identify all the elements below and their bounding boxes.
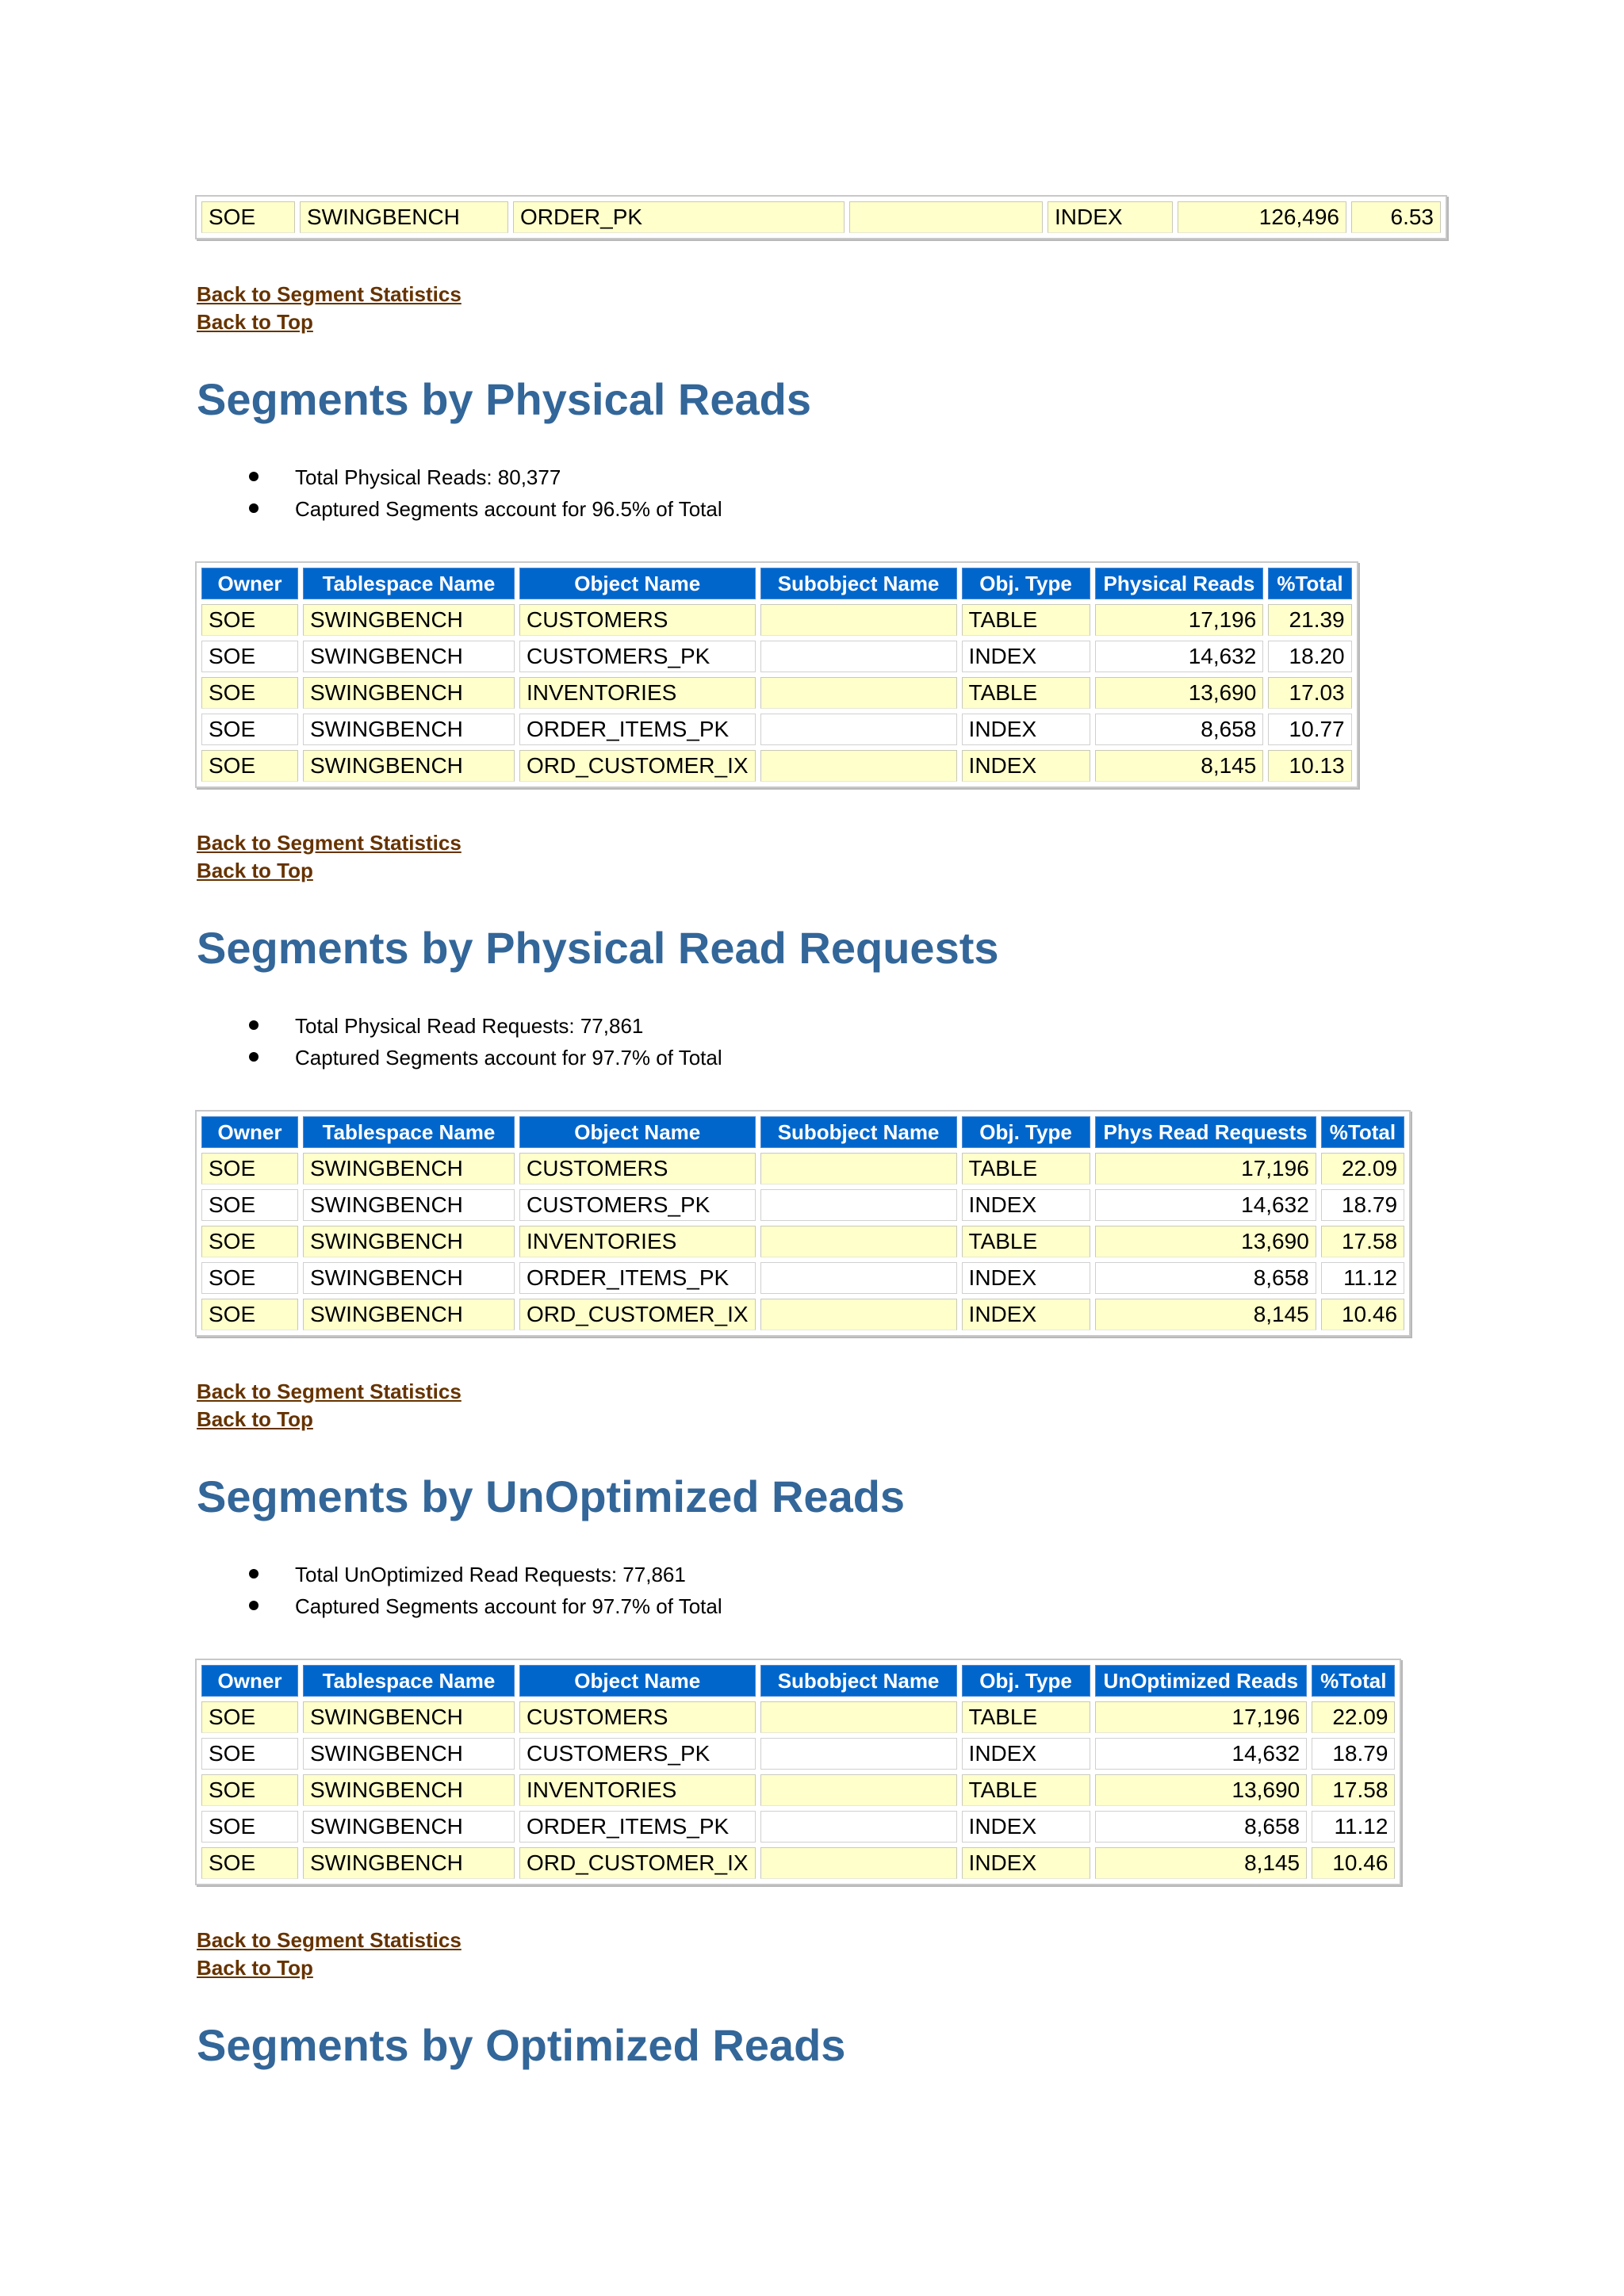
owner-cell: SOE: [201, 1189, 298, 1221]
value-cell: 126,496: [1178, 201, 1346, 233]
stat-item: [295, 1042, 1465, 1073]
column-header: Tablespace Name: [303, 568, 515, 599]
stat-text: Captured Segments account for 96.5% of Total: [295, 497, 722, 521]
subobject-cell: [760, 750, 957, 782]
owner-cell: SOE: [201, 1847, 298, 1879]
bullet-icon: [249, 1052, 259, 1062]
table-row: [201, 1226, 1404, 1257]
column-header: Tablespace Name: [303, 1116, 515, 1148]
section-stats: [197, 1559, 1465, 1622]
column-header: Owner: [201, 1116, 298, 1148]
section-heading: Segments by Physical Reads: [197, 374, 812, 424]
type-cell: TABLE: [962, 677, 1090, 709]
column-header: Obj. Type: [962, 1665, 1090, 1697]
table-row: [201, 604, 1352, 636]
column-header: %Total: [1321, 1116, 1404, 1148]
bullet-icon: [249, 1569, 259, 1578]
tablespace-cell: SWINGBENCH: [303, 714, 515, 745]
subobject-cell: [760, 1299, 957, 1330]
section-heading: Segments by Physical Read Requests: [197, 923, 999, 973]
column-header: Tablespace Name: [303, 1665, 515, 1697]
bullet-icon: [249, 503, 259, 513]
subobject-cell: [760, 641, 957, 672]
owner-cell: SOE: [201, 1811, 298, 1843]
pct-cell: 11.12: [1312, 1811, 1395, 1843]
section-heading: Segments by Optimized Reads: [197, 2020, 846, 2070]
section-stats: [197, 461, 1465, 525]
pct-cell: 10.46: [1312, 1847, 1395, 1879]
object-cell: INVENTORIES: [519, 677, 756, 709]
value-cell: 8,658: [1095, 1811, 1308, 1843]
owner-cell: SOE: [201, 1262, 298, 1294]
section-stats: [197, 1010, 1465, 1073]
object-cell: ORD_CUSTOMER_IX: [519, 1299, 756, 1330]
type-cell: INDEX: [962, 1738, 1090, 1770]
owner-cell: SOE: [201, 750, 298, 782]
pct-cell: 11.12: [1321, 1262, 1404, 1294]
type-cell: INDEX: [962, 750, 1090, 782]
tablespace-cell: SWINGBENCH: [300, 201, 508, 233]
table-row: [201, 201, 1441, 233]
pct-cell: 10.13: [1268, 750, 1351, 782]
table-row: [201, 750, 1352, 782]
owner-cell: SOE: [201, 1226, 298, 1257]
pct-cell: 18.79: [1312, 1738, 1395, 1770]
value-cell: 13,690: [1095, 1226, 1316, 1257]
table-row: [201, 1847, 1395, 1879]
object-cell: CUSTOMERS_PK: [519, 641, 756, 672]
back-to-top-link[interactable]: Back to Top: [197, 1956, 313, 1980]
type-cell: TABLE: [962, 604, 1090, 636]
type-cell: INDEX: [962, 1189, 1090, 1221]
type-cell: INDEX: [962, 1262, 1090, 1294]
pct-cell: 18.20: [1268, 641, 1351, 672]
object-cell: CUSTOMERS_PK: [519, 1738, 756, 1770]
subobject-cell: [760, 1226, 957, 1257]
object-cell: INVENTORIES: [519, 1226, 756, 1257]
tablespace-cell: SWINGBENCH: [303, 1738, 515, 1770]
tablespace-cell: SWINGBENCH: [303, 1299, 515, 1330]
table-row: [201, 641, 1352, 672]
column-header: Object Name: [519, 1665, 756, 1697]
table-row: [201, 714, 1352, 745]
column-header: Physical Reads: [1095, 568, 1264, 599]
table-row: [201, 1262, 1404, 1294]
previous-section-table: [195, 195, 1447, 239]
back-to-top-link[interactable]: Back to Top: [197, 859, 313, 882]
type-cell: INDEX: [1048, 201, 1173, 233]
column-header: Obj. Type: [962, 1116, 1090, 1148]
awr-report-page: [197, 0, 1465, 2077]
subobject-cell: [760, 1847, 957, 1879]
value-cell: 14,632: [1095, 1189, 1316, 1221]
section-heading: Segments by UnOptimized Reads: [197, 1471, 906, 1521]
pct-cell: 18.79: [1321, 1189, 1404, 1221]
value-cell: 17,196: [1095, 604, 1264, 636]
section-table-wrap: [197, 561, 1465, 788]
object-cell: CUSTOMERS: [519, 604, 756, 636]
owner-cell: SOE: [201, 201, 295, 233]
value-cell: 8,145: [1095, 1847, 1308, 1879]
object-cell: ORDER_ITEMS_PK: [519, 1811, 756, 1843]
column-header: Object Name: [519, 568, 756, 599]
tablespace-cell: SWINGBENCH: [303, 1153, 515, 1184]
nav-links: [197, 281, 1465, 336]
table-header-row: [201, 568, 1352, 599]
type-cell: TABLE: [962, 1774, 1090, 1806]
type-cell: INDEX: [962, 714, 1090, 745]
physical-reads-table: [195, 561, 1358, 788]
stat-text: Captured Segments account for 97.7% of Total: [295, 1594, 722, 1618]
stat-text: Captured Segments account for 97.7% of Total: [295, 1046, 722, 1070]
stat-item: [295, 1590, 1465, 1622]
owner-cell: SOE: [201, 677, 298, 709]
nav-links: [197, 1378, 1465, 1433]
tablespace-cell: SWINGBENCH: [303, 750, 515, 782]
value-cell: 8,145: [1095, 1299, 1316, 1330]
object-cell: ORDER_ITEMS_PK: [519, 714, 756, 745]
nav-links: [197, 829, 1465, 885]
subobject-cell: [760, 1811, 957, 1843]
value-cell: 8,658: [1095, 714, 1264, 745]
subobject-cell: [760, 1262, 957, 1294]
physical-read-requests-table: [195, 1110, 1411, 1337]
subobject-cell: [760, 1153, 957, 1184]
table-row: [201, 1189, 1404, 1221]
column-header: Obj. Type: [962, 568, 1090, 599]
subobject-cell: [760, 714, 957, 745]
stat-item: [295, 493, 1465, 525]
table-row: [201, 1153, 1404, 1184]
object-cell: ORD_CUSTOMER_IX: [519, 1847, 756, 1879]
pct-cell: 21.39: [1268, 604, 1351, 636]
pct-cell: 22.09: [1321, 1153, 1404, 1184]
value-cell: 17,196: [1095, 1153, 1316, 1184]
value-cell: 8,658: [1095, 1262, 1316, 1294]
owner-cell: SOE: [201, 1738, 298, 1770]
back-to-segment-statistics-link[interactable]: Back to Segment Statistics: [197, 1928, 462, 1952]
object-cell: INVENTORIES: [519, 1774, 756, 1806]
pct-cell: 17.58: [1312, 1774, 1395, 1806]
type-cell: TABLE: [962, 1226, 1090, 1257]
subobject-cell: [849, 201, 1043, 233]
back-to-top-link[interactable]: Back to Top: [197, 310, 313, 334]
back-to-top-link[interactable]: Back to Top: [197, 1407, 313, 1431]
object-cell: ORDER_ITEMS_PK: [519, 1262, 756, 1294]
unoptimized-reads-table: [195, 1659, 1401, 1885]
column-header: UnOptimized Reads: [1095, 1665, 1308, 1697]
table-row: [201, 1701, 1395, 1733]
subobject-cell: [760, 677, 957, 709]
value-cell: 13,690: [1095, 677, 1264, 709]
value-cell: 8,145: [1095, 750, 1264, 782]
stat-text: Total UnOptimized Read Requests: 77,861: [295, 1563, 686, 1586]
table-row: [201, 1811, 1395, 1843]
tablespace-cell: SWINGBENCH: [303, 1189, 515, 1221]
table-header-row: [201, 1116, 1404, 1148]
type-cell: INDEX: [962, 641, 1090, 672]
table-row: [201, 1299, 1404, 1330]
column-header: Phys Read Requests: [1095, 1116, 1316, 1148]
owner-cell: SOE: [201, 1701, 298, 1733]
subobject-cell: [760, 604, 957, 636]
subobject-cell: [760, 1774, 957, 1806]
column-header: %Total: [1312, 1665, 1395, 1697]
owner-cell: SOE: [201, 1774, 298, 1806]
back-to-segment-statistics-link[interactable]: Back to Segment Statistics: [197, 1380, 462, 1403]
value-cell: 17,196: [1095, 1701, 1308, 1733]
nav-links: [197, 1927, 1465, 1982]
type-cell: TABLE: [962, 1701, 1090, 1733]
stat-item: [295, 1559, 1465, 1590]
owner-cell: SOE: [201, 641, 298, 672]
back-to-segment-statistics-link[interactable]: Back to Segment Statistics: [197, 831, 462, 855]
section-table-wrap: [197, 1110, 1465, 1337]
bullet-icon: [249, 472, 259, 481]
tablespace-cell: SWINGBENCH: [303, 1226, 515, 1257]
tablespace-cell: SWINGBENCH: [303, 677, 515, 709]
stat-text: Total Physical Reads: 80,377: [295, 465, 561, 489]
column-header: Object Name: [519, 1116, 756, 1148]
tablespace-cell: SWINGBENCH: [303, 1262, 515, 1294]
pct-cell: 17.03: [1268, 677, 1351, 709]
pct-cell: 6.53: [1351, 201, 1441, 233]
back-to-segment-statistics-link[interactable]: Back to Segment Statistics: [197, 282, 462, 306]
tablespace-cell: SWINGBENCH: [303, 1774, 515, 1806]
bullet-icon: [249, 1601, 259, 1610]
tablespace-cell: SWINGBENCH: [303, 604, 515, 636]
value-cell: 14,632: [1095, 641, 1264, 672]
column-header: %Total: [1268, 568, 1351, 599]
column-header: Owner: [201, 1665, 298, 1697]
subobject-cell: [760, 1189, 957, 1221]
previous-section-table-wrap: [197, 195, 1465, 239]
pct-cell: 10.46: [1321, 1299, 1404, 1330]
column-header: Subobject Name: [760, 1116, 957, 1148]
tablespace-cell: SWINGBENCH: [303, 641, 515, 672]
object-cell: CUSTOMERS_PK: [519, 1189, 756, 1221]
type-cell: INDEX: [962, 1299, 1090, 1330]
pct-cell: 22.09: [1312, 1701, 1395, 1733]
type-cell: INDEX: [962, 1811, 1090, 1843]
table-row: [201, 1738, 1395, 1770]
object-cell: CUSTOMERS: [519, 1153, 756, 1184]
type-cell: INDEX: [962, 1847, 1090, 1879]
subobject-cell: [760, 1701, 957, 1733]
tablespace-cell: SWINGBENCH: [303, 1811, 515, 1843]
owner-cell: SOE: [201, 1153, 298, 1184]
value-cell: 14,632: [1095, 1738, 1308, 1770]
stat-item: [295, 461, 1465, 493]
stat-text: Total Physical Read Requests: 77,861: [295, 1014, 644, 1038]
tablespace-cell: SWINGBENCH: [303, 1847, 515, 1879]
pct-cell: 10.77: [1268, 714, 1351, 745]
value-cell: 13,690: [1095, 1774, 1308, 1806]
column-header: Owner: [201, 568, 298, 599]
column-header: Subobject Name: [760, 1665, 957, 1697]
object-cell: ORDER_PK: [513, 201, 845, 233]
tablespace-cell: SWINGBENCH: [303, 1701, 515, 1733]
object-cell: CUSTOMERS: [519, 1701, 756, 1733]
pct-cell: 17.58: [1321, 1226, 1404, 1257]
owner-cell: SOE: [201, 1299, 298, 1330]
stat-item: [295, 1010, 1465, 1042]
table-row: [201, 1774, 1395, 1806]
object-cell: ORD_CUSTOMER_IX: [519, 750, 756, 782]
owner-cell: SOE: [201, 714, 298, 745]
type-cell: TABLE: [962, 1153, 1090, 1184]
table-header-row: [201, 1665, 1395, 1697]
owner-cell: SOE: [201, 604, 298, 636]
bullet-icon: [249, 1020, 259, 1030]
subobject-cell: [760, 1738, 957, 1770]
column-header: Subobject Name: [760, 568, 957, 599]
table-row: [201, 677, 1352, 709]
section-table-wrap: [197, 1659, 1465, 1885]
